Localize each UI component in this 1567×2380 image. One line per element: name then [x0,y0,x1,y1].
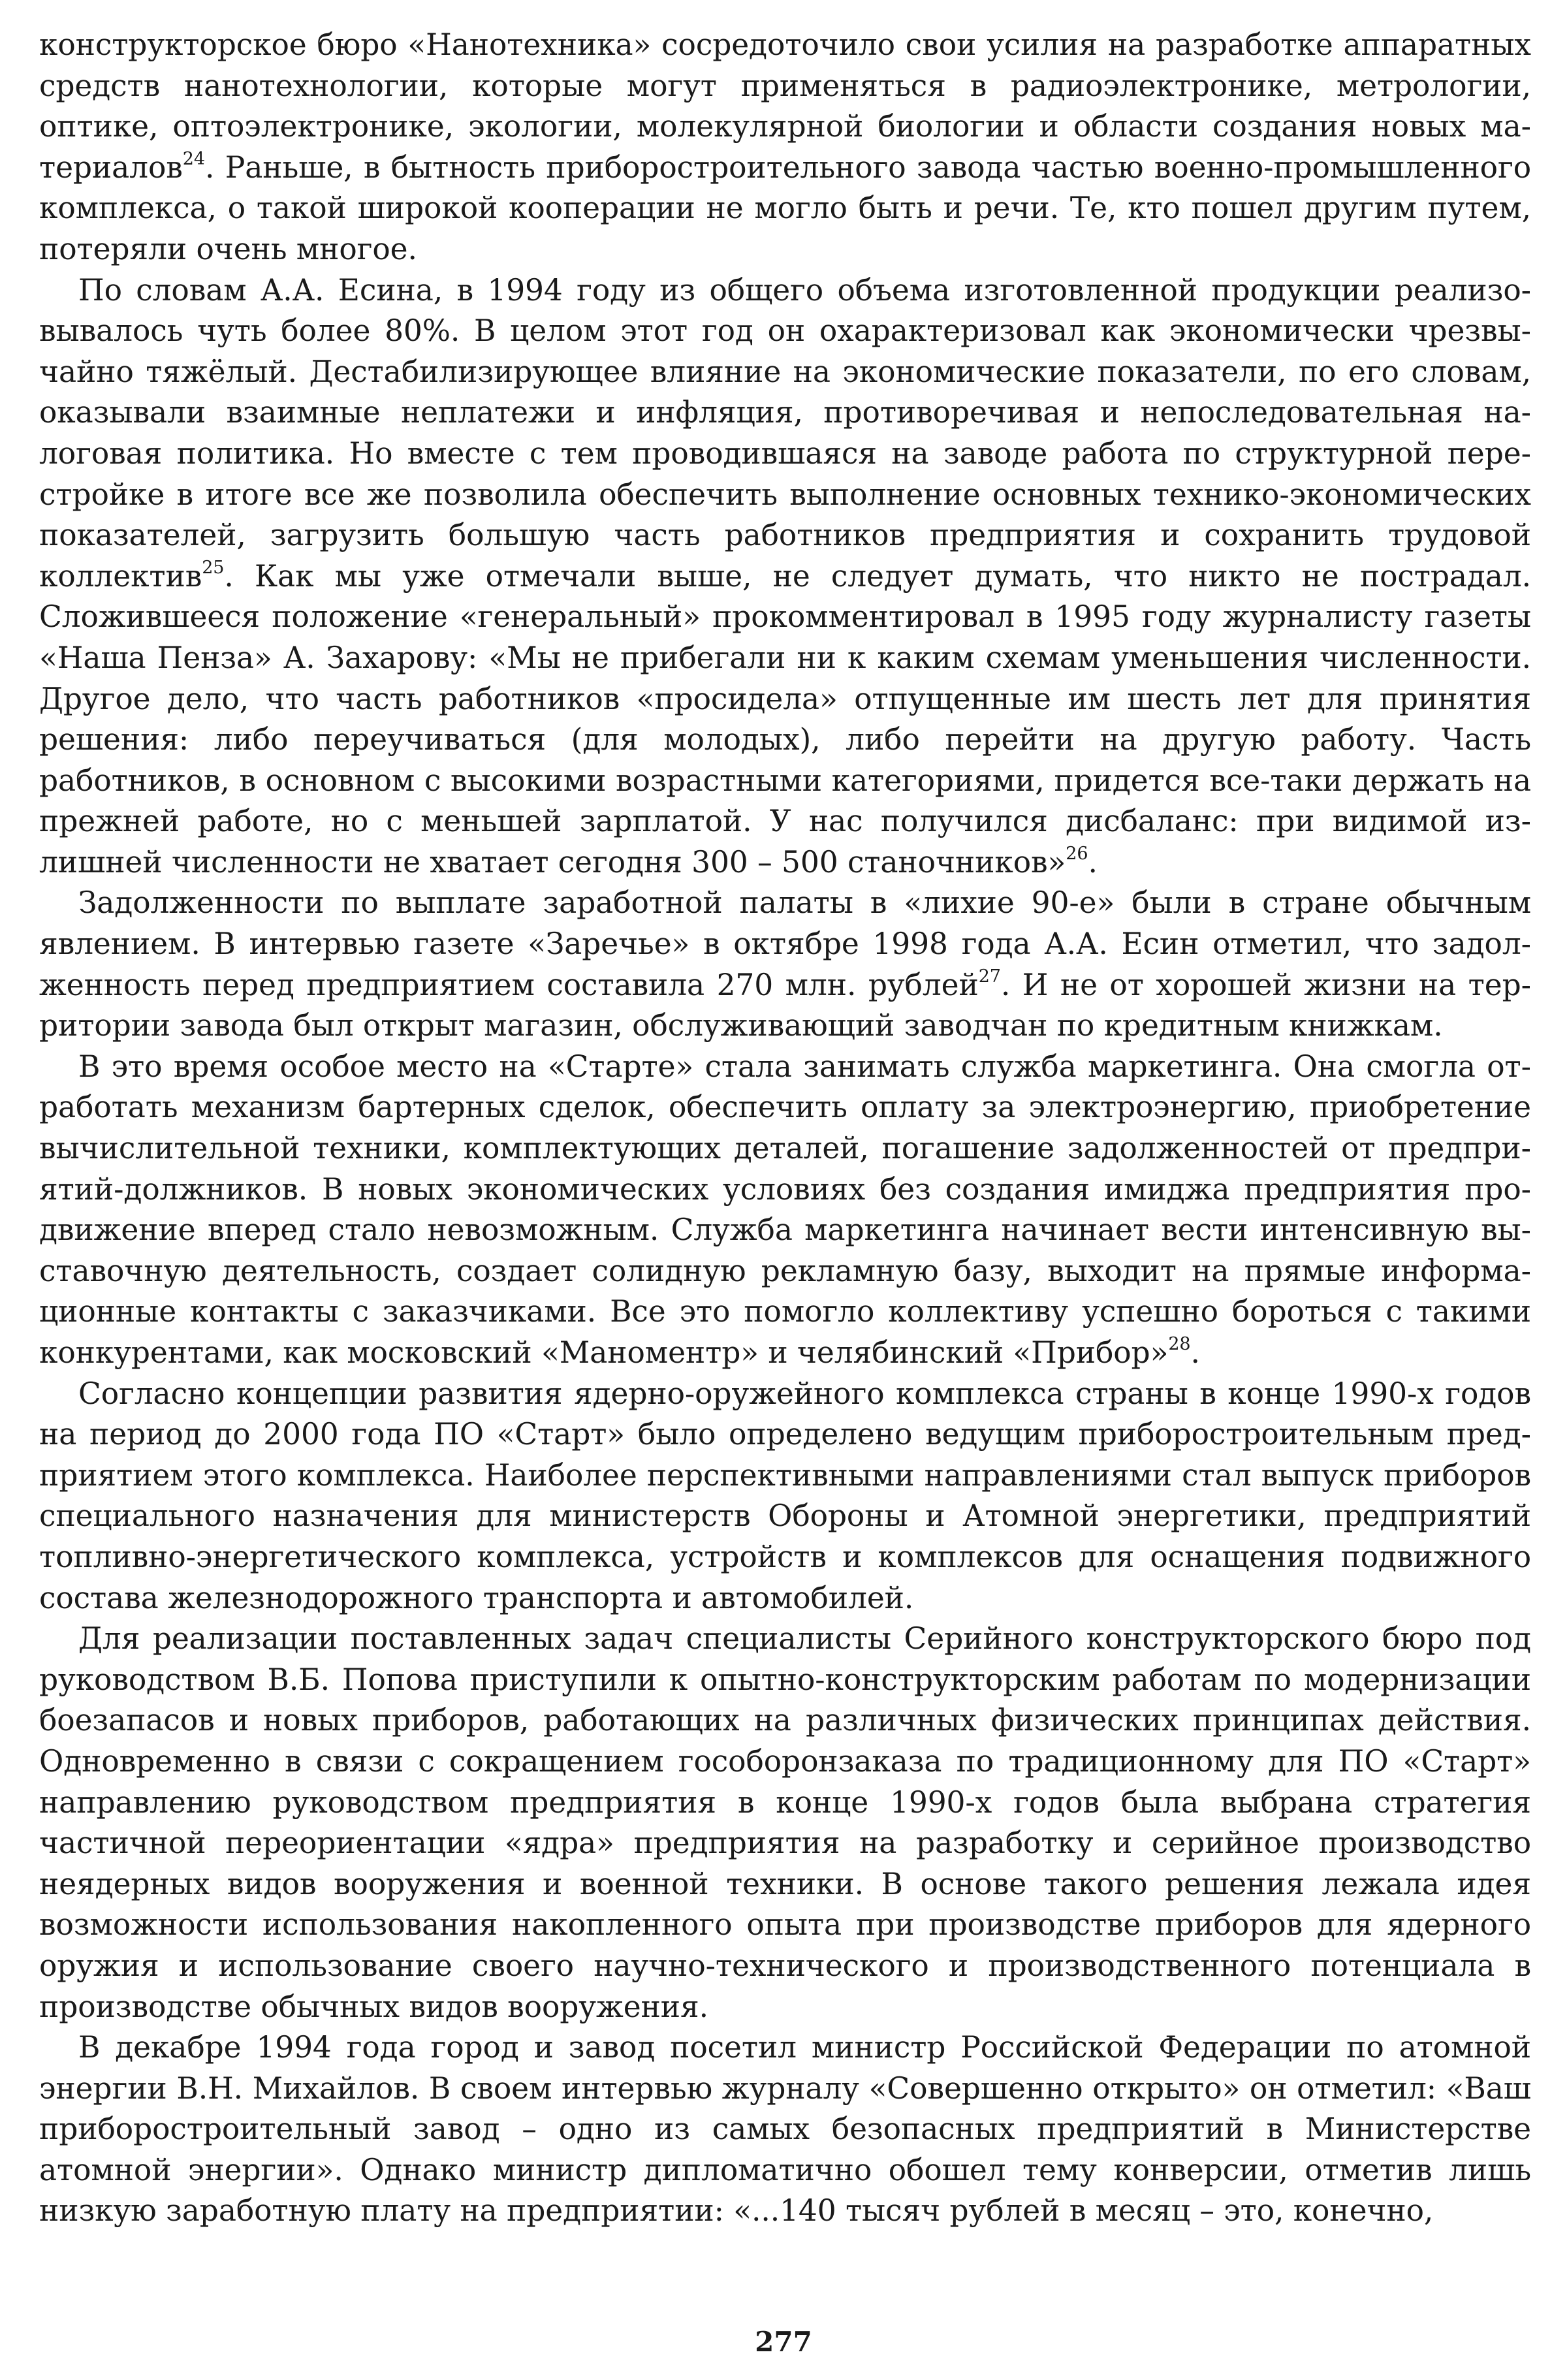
paragraph-text: По словам А.А. Есина, в 1994 году из общего объема изготовленной продукции реализовывалось чуть более 80%. В целом этот год он охарактеризовал как экономически чрезвычайно тяжёлый. Дестабилизирующее влияние на экономические показатели, по его словам, оказывали взаимные неплатежи и инфляция, противоречивая и непоследовательная налоговая политика. Но вместе с тем проводившаяся на заводе работа по структурной перестройке в итоге все же позволила обеспечить выполнение основных технико-экономических показателей, загрузить большую часть работников предприятия и сохранить трудовой коллектив [39,272,1531,594]
paragraph-4 [39,1047,1531,1374]
footnote-ref-28[interactable]: 28 [1168,1333,1191,1354]
page-number: 277 [755,2326,812,2358]
paragraph-text: В декабре 1994 года город и завод посетил министр Российской Федерации по атомной энергии В.Н. Михайлов. В своем интервью журналу «Совершенно открыто» он отметил: «Ваш приборостроительный завод – одно из самых безопасных предприятий в Министерстве атомной энергии». Однако министр дипломатично обошел тему конверсии, отметив лишь низкую заработную плату на предприятии: «...140 тысяч рублей в месяц – это, конечно, [39,2030,1531,2229]
paragraph-7 [39,2027,1531,2232]
footnote-ref-25[interactable]: 25 [202,557,225,578]
footnote-ref-27[interactable]: 27 [978,966,1001,987]
paragraph-text: . [1190,1335,1200,1370]
paragraph-1 [39,25,1531,270]
paragraph-3 [39,883,1531,1046]
paragraph-text: Для реализации поставленных задач специалисты Серийного конструкторского бюро под руководством В.Б. Попова приступили к опытно-конструкторским работам по модернизации боезапасов и новых приборов, работающих на различных физических принципах действия. Одновременно в связи с сокращением гособоронзаказа по традиционному для ПО «Старт» направлению руководством предприятия в конце 1990-х годов была выбрана стратегия частичной переориентации «ядра» предприятия на разработку и серийное производство неядерных видов вооружения и военной техники. В основе такого решения лежала идея возможности использования накопленного опыта при производстве приборов для ядерного оружия и использование своего научно-технического и производственного потенциала в производстве обычных видов вооружения. [39,1621,1531,2024]
paragraph-text: конструкторское бюро «Нанотехника» сосредоточило свои усилия на разработке аппаратных средств нанотехнологии, которые могут применяться в радиоэлектронике, метрологии, оптике, оптоэлектронике, экологии, молекулярной биологии и области создания новых материалов [39,27,1531,185]
paragraph-text: Согласно концепции развития ядерно-оружейного комплекса страны в конце 1990-х годов на период до 2000 года ПО «Старт» было определено ведущим приборостроительным предприятием этого комплекса. Наиболее перспективными направлениями стал выпуск приборов специального назначения для министерств Обороны и Атомной энергетики, предприятий топливно-энергетического комплекса, устройств и комплексов для оснащения подвижного состава железнодорожного транспорта и автомобилей. [39,1376,1531,1615]
paragraph-text: . [1088,844,1098,880]
paragraph-2 [39,270,1531,883]
paragraph-text: . Раньше, в бытность приборостроительного завода частью военно-промышленного комплекса, о такой широкой кооперации не могло быть и речи. Те, кто пошел другим путем, потеряли очень многое. [39,150,1531,266]
page-body [39,25,1531,2258]
paragraph-6 [39,1619,1531,2027]
footnote-ref-26[interactable]: 26 [1066,843,1088,864]
paragraph-text: . Как мы уже отмечали выше, не следует думать, что никто не пострадал. Сложившееся положение «генеральный» прокомментировал в 1995 году журналисту газеты «Наша Пенза» А. Захарову: «Мы не прибегали ни к каким схемам уменьшения численности. Другое дело, что часть работников «просидела» отпущенные им шесть лет для принятия решения: либо переучиваться (для молодых), либо перейти на другую работу. Часть работников, в основном с высокими возрастными категориями, придется все-таки держать на прежней работе, но с меньшей зарплатой. У нас получился дисбаланс: при видимой излишней численности не хватает сегодня 300 – 500 станочников» [39,558,1531,880]
footnote-ref-24[interactable]: 24 [182,148,205,169]
paragraph-text: Задолженности по выплате заработной палаты в «лихие 90-е» были в стране обычным явлением. В интервью газете «Заречье» в октябре 1998 года А.А. Есин отметил, что задолженность перед предприятием составила 270 млн. рублей [39,885,1531,1002]
paragraph-text: В это время особое место на «Старте» стала занимать служба маркетинга. Она смогла отработать механизм бартерных сделок, обеспечить оплату за электроэнергию, приобретение вычислительной техники, комплектующих деталей, погашение задолженностей от предприятий-должников. В новых экономических условиях без создания имиджа предприятия продвижение вперед стало невозможным. Служба маркетинга начинает вести интенсивную выставочную деятельность, создает солидную рекламную базу, выходит на прямые информационные контакты с заказчиками. Все это помогло коллективу успешно бороться с такими конкурентами, как московский «Маноментр» и челябинский «Прибор» [39,1049,1531,1370]
paragraph-5 [39,1374,1531,1619]
paragraph-text: . И не от хорошей жизни на территории завода был открыт магазин, обслуживающий заводчан по кредитным книжкам. [39,967,1531,1043]
